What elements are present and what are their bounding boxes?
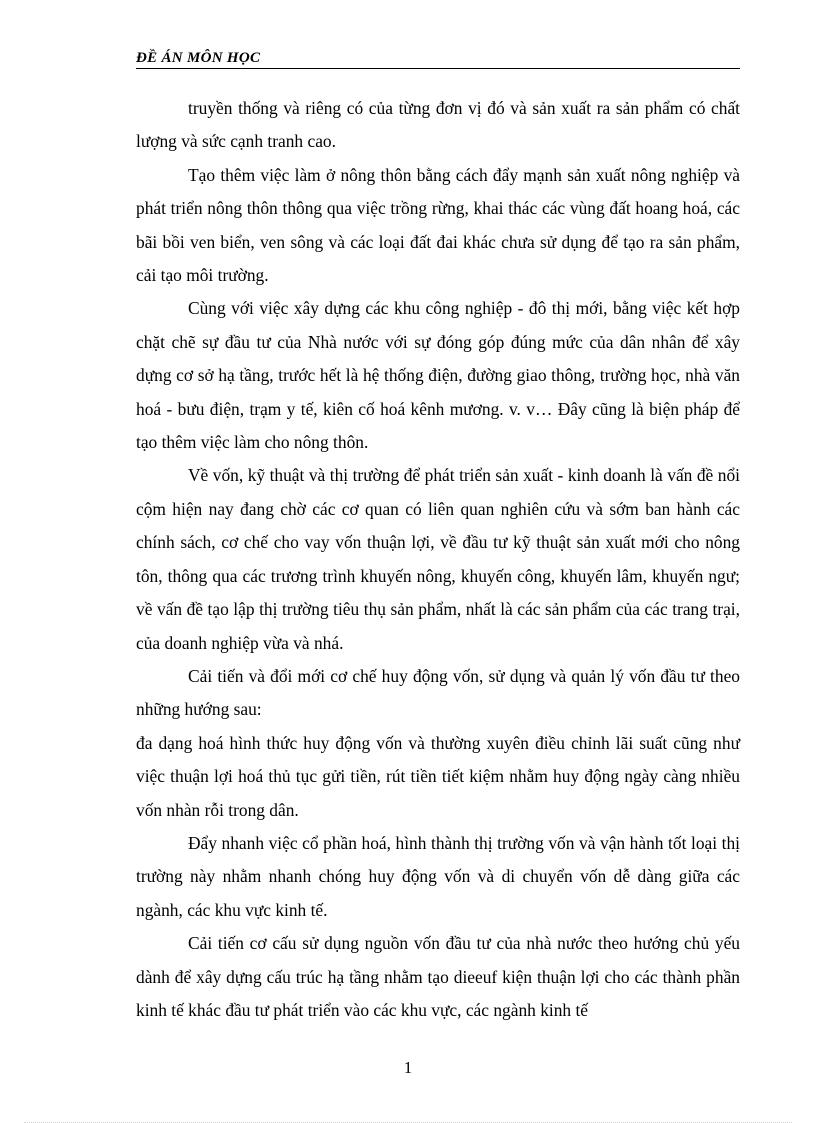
paragraph-capital-mechanism: Cải tiến và đổi mới cơ chế huy động vốn, sử dụng và quản lý vốn đầu tư theo những hướng sau: (136, 665, 740, 720)
page-number: 1 (403, 1058, 413, 1077)
page-header (136, 50, 740, 69)
paragraph-continuation: truyền thống và riêng có của từng đơn vị đó và sản xuất ra sản phẩm có chất lượng và sức cạnh tranh cao. (136, 98, 740, 152)
header-title: ĐỀ ÁN MÔN HỌC (136, 50, 261, 66)
paragraph-capital-technology-market: Về vốn, kỹ thuật và thị trường để phát triển sản xuất - kinh doanh là vấn đề nổi cộm hiện nay đang chờ các cơ quan có liên quan nghiên cứu và sớm ban hành các chính sách, cơ chế cho vay vốn thuận lợi, về đầu tư kỹ thuật sản xuất mới cho nông tôn, thông qua các trương trình khuyến nông, khuyến công, khuyến lâm, khuyến ngư; về vấn đề tạo lập thị trường tiêu thụ sản phẩm, nhất là các sản phẩm của các trang trại, của doanh nghiệp vừa và nhá. (136, 465, 740, 653)
paragraph-diversify-mobilization: đa dạng hoá hình thức huy động vốn và thường xuyên điều chỉnh lãi suất cũng như việc thuận lợi hoá thủ tục gửi tiền, rút tiền tiết kiệm nhằm huy động ngày càng nhiều vốn nhàn rỗi trong dân. (136, 732, 740, 820)
paragraph-infrastructure: Cùng với việc xây dựng các khu công nghiệp - đô thị mới, bằng việc kết hợp chặt chẽ sự đầu tư của Nhà nước với sự đóng góp đúng mức của dân nhân để xây dựng cơ sở hạ tầng, trước hết là hệ thống điện, đường giao thông, trường học, nhà văn hoá - bưu điện, trạm y tế, kiên cố hoá kênh mương. v. v… Đây cũng là biện pháp để tạo thêm việc làm cho nông thôn. (136, 298, 740, 453)
document-body (136, 92, 740, 1027)
paragraph-rural-jobs: Tạo thêm việc làm ở nông thôn bằng cách đẩy mạnh sản xuất nông nghiệp và phát triển nông thôn thông qua việc trồng rừng, khai thác các vùng đất hoang hoá, các bãi bồi ven biển, ven sông và các loại đất đai khác chưa sử dụng để tạo ra sản phẩm, cải tạo môi trường. (136, 164, 740, 286)
paragraph-equitization: Đẩy nhanh việc cổ phần hoá, hình thành thị trường vốn và vận hành tốt loại thị trường này nhằm nhanh chóng huy động vốn và di chuyển vốn dễ dàng giữa các ngành, các khu vực kinh tế. (136, 832, 740, 920)
paragraph-state-investment: Cải tiến cơ cấu sử dụng nguồn vốn đầu tư của nhà nước theo hướng chủ yếu dành để xây dựng cấu trúc hạ tầng nhằm tạo dieeuf kiện thuận lợi cho các thành phần kinh tế khác đầu tư phát triển vào các khu vực, các ngành kinh tế (136, 933, 740, 1020)
